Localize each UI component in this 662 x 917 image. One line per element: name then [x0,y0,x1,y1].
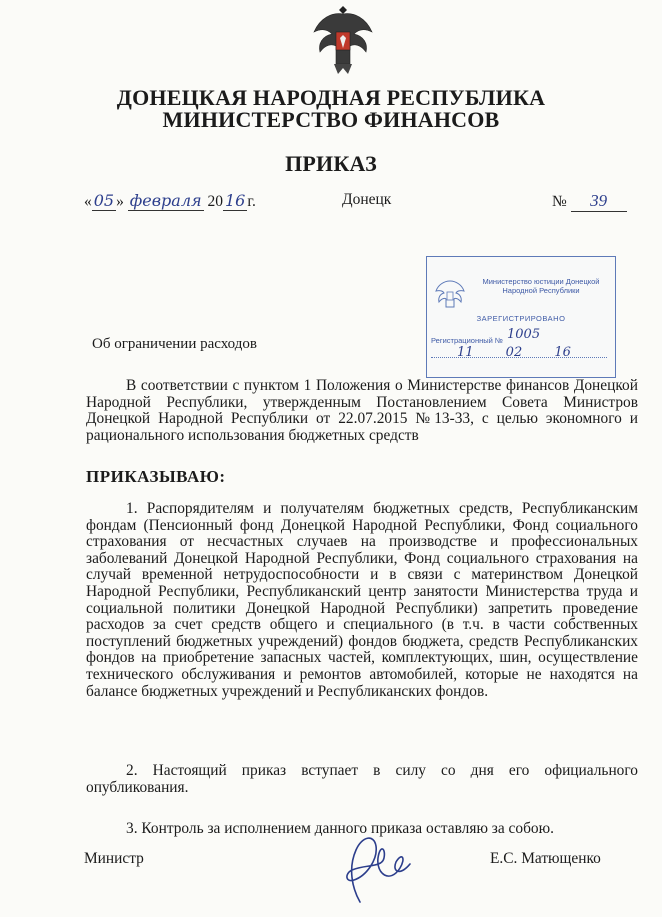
handwritten-signature [330,828,420,906]
stamp-organization: Министерство юстиции Донецкой Народной Республики [482,277,600,295]
order-word-heading: ПРИКАЗЫВАЮ: [86,467,226,486]
order-item-2: 2. Настоящий приказ вступает в силу со дня его официального опубликования. [86,762,638,796]
signatory-position: Министр [84,850,144,867]
ministry-header-line1: ДОНЕЦКАЯ НАРОДНАЯ РЕСПУБЛИКА [116,85,546,110]
date-year-suffix: 16 [224,191,246,210]
bleed-through-text [268,32,271,47]
stamp-reg-number-label: Регистрационный № [431,336,503,345]
number-label: № [552,193,567,210]
order-item-3: 3. Контроль за исполнением данного приказа оставляю за собою. [126,820,554,837]
order-item-1: 1. Распорядителям и получателям бюджетных средств, Республиканским фондам (Пенсионный фонд Донецкой Народной Республики, Фонд социального страхования от несчастных случаев на производстве и профессиональных заболеваний Донецкой Народной Республики, Фонд социального страхования на случай временной нетрудоспособности и в связи с материнством Донецкой Народной Республики, Республиканский центр занятости Министерства труда и социальной политики Донецкой Народной Республики) запретить проведение расходов за счет средств общего и специального (в т.ч. в части собственных поступлений бюджетных учреждений) фондов бюджета, средств Республиканских фондов на приобретение запасных частей, комплектующих, шин, осуществление технического обслуживания и ремонтов автомобилей, которые не находятся на балансе бюджетных учреждений и Республиканских фондов. [86,500,638,700]
signatory-name: Е.С. Матющенко [490,850,601,867]
stamp-reg-date: 11 02 16 [457,345,571,360]
date-day: 05 [93,191,115,210]
order-number [552,191,627,212]
date-year-prefix: 20 [207,193,223,210]
coat-of-arms-emblem [312,2,374,76]
stamp-reg-number: 1005 [507,327,541,342]
order-city: Донецк [342,191,392,208]
stamp-registered-label: ЗАРЕГИСТРИРОВАНО [476,314,566,323]
preamble-paragraph: В соответствии с пунктом 1 Положения о Министерстве финансов Донецкой Народной Республики, утвержденным Постановлением Совета Министров Донецкой Народной Республики от 22.07.2015 №13-33, с целью экономного и рационального использования бюджетных средств [86,377,638,444]
ministry-header-line2: МИНИСТЕРСТВО ФИНАНСОВ [162,107,500,132]
registration-stamp [426,256,616,378]
order-date: « 05 » февраля 20 16 г. [84,191,256,210]
date-month: февраля [129,191,202,210]
document-type-title: ПРИКАЗ [285,151,377,176]
date-year-end: г. [247,193,256,210]
number-value: 39 [571,191,627,212]
stamp-emblem-icon [435,279,465,311]
order-subject: Об ограничении расходов [92,336,257,352]
